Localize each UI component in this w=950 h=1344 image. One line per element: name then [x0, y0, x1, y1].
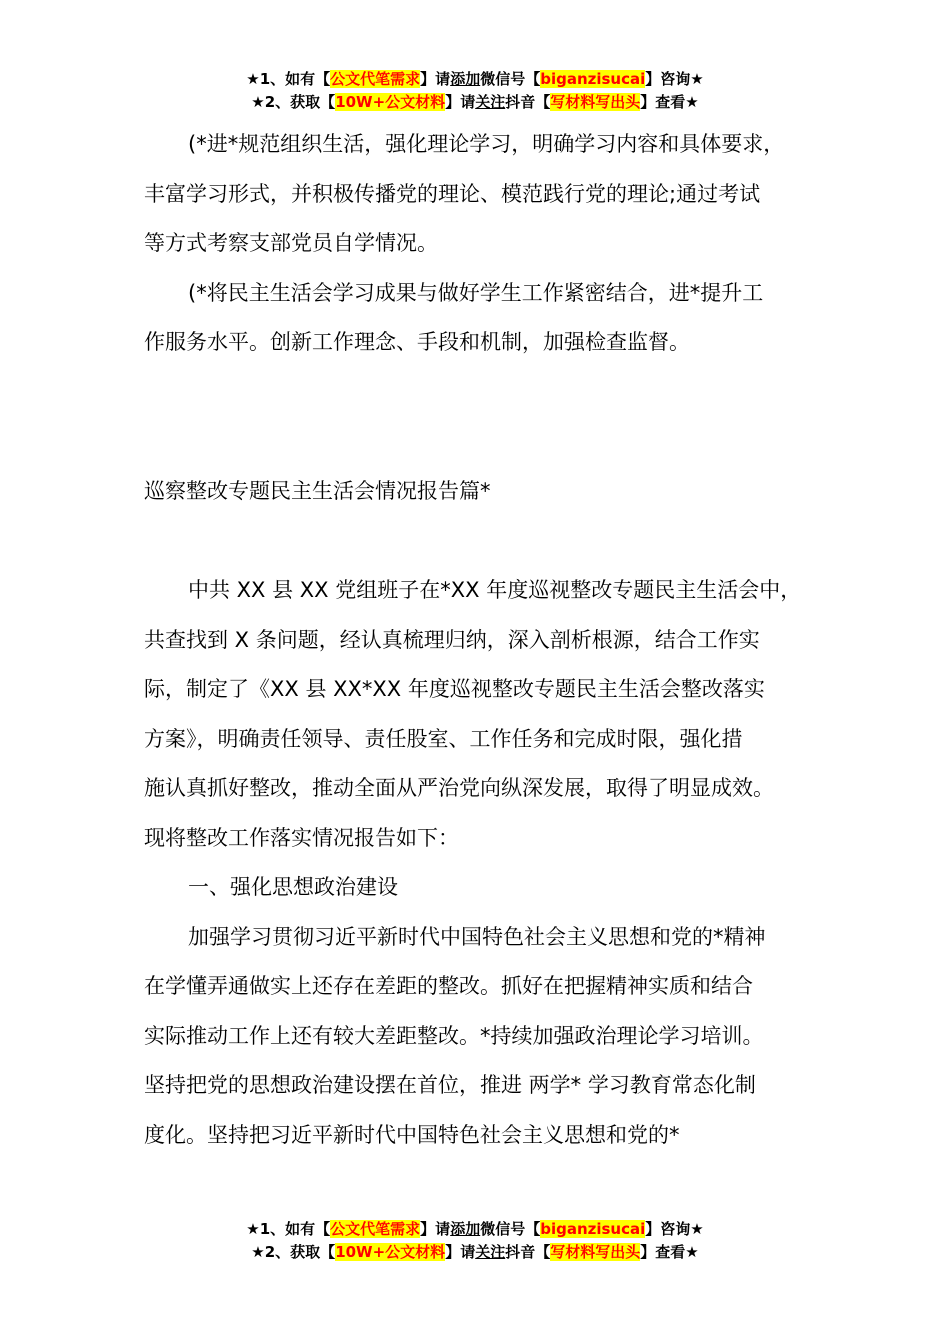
text-line: 作服务水平。创新工作理念、手段和机制，加强检查监督。: [144, 330, 690, 354]
banner-text: 抖音【: [505, 93, 551, 111]
banner-highlight: 写材料写出头: [550, 93, 641, 111]
banner-text: 】查看★: [640, 1243, 699, 1261]
banner-text: ★2、获取【: [251, 93, 336, 111]
header-banner: [0, 68, 950, 114]
text-line: 实际推动工作上还有较大差距整改。*持续加强政治理论学习培训。: [144, 1023, 764, 1048]
text-line: 中共 XX 县 XX 党组班子在*XX 年度巡视整改专题民主生活会中，: [188, 578, 802, 602]
content-block-2: [144, 566, 834, 1160]
text-line: 现将整改工作落实情况报告如下：: [144, 825, 459, 850]
banner-highlight: 公文代笔需求: [330, 70, 421, 88]
banner-text: 】请: [420, 1220, 451, 1238]
banner-text: 微信号【: [480, 1220, 541, 1238]
banner-text: 】咨询★: [645, 70, 704, 88]
text-line: 方案》，明确责任领导、责任股室、工作任务和完成时限，强化措: [144, 726, 743, 751]
text-line: 丰富学习形式，并积极传播党的理论、模范践行党的理论;通过考试: [144, 181, 761, 206]
banner-text: ★1、如有【: [246, 1220, 331, 1238]
banner-line-1: [0, 1218, 950, 1241]
text-line: (*进*规范组织生活，强化理论学习，明确学习内容和具体要求，: [188, 132, 785, 156]
text-line: 共查找到 X 条问题，经认真梳理归纳，深入剖析根源，结合工作实: [144, 627, 760, 652]
banner-line-1: [0, 68, 950, 91]
banner-highlight: biganzisucai: [540, 70, 646, 88]
footer-banner: [0, 1218, 950, 1264]
banner-text: ★2、获取【: [251, 1243, 336, 1261]
banner-highlight: 写材料写出头: [550, 1243, 641, 1261]
subheading: 一、强化思想政治建设: [188, 875, 398, 899]
banner-text: 微信号【: [480, 70, 541, 88]
banner-highlight: 公文代笔需求: [330, 1220, 421, 1238]
banner-underline: 关注: [475, 93, 506, 111]
content-block-1: [144, 120, 834, 368]
banner-line-2: [0, 1241, 950, 1264]
text-line: 坚持把党的思想政治建设摆在首位，推进 两学* 学习教育常态化制: [144, 1073, 756, 1097]
text-line: 加强学习贯彻习近平新时代中国特色社会主义思想和党的*精神: [188, 924, 766, 949]
banner-text: 】请: [420, 70, 451, 88]
banner-text: 】查看★: [640, 93, 699, 111]
text-line: 度化。坚持把习近平新时代中国特色社会主义思想和党的*: [144, 1122, 680, 1147]
text-line: (*将民主生活会学习成果与做好学生工作紧密结合，进*提升工: [188, 280, 764, 305]
banner-text: 】咨询★: [645, 1220, 704, 1238]
banner-underline: 添加: [450, 70, 481, 88]
banner-text: 】请: [445, 93, 476, 111]
text-line: 等方式考察支部党员自学情况。: [144, 231, 438, 255]
banner-underline: 关注: [475, 1243, 506, 1261]
banner-highlight: 10W+公文材料: [335, 1243, 446, 1261]
banner-highlight: biganzisucai: [540, 1220, 646, 1238]
banner-text: ★1、如有【: [246, 70, 331, 88]
banner-text: 】请: [445, 1243, 476, 1261]
banner-highlight: 10W+公文材料: [335, 93, 446, 111]
text-line: 际，制定了《XX 县 XX*XX 年度巡视整改专题民主生活会整改落实: [144, 677, 765, 701]
text-line: 施认真抓好整改，推动全面从严治党向纵深发展，取得了明显成效。: [144, 776, 774, 800]
banner-text: 抖音【: [505, 1243, 551, 1261]
section-title: 巡察整改专题民主生活会情况报告篇*: [144, 479, 491, 503]
banner-underline: 添加: [450, 1220, 481, 1238]
banner-line-2: [0, 91, 950, 114]
text-line: 在学懂弄通做实上还存在差距的整改。抓好在把握精神实质和结合: [144, 974, 753, 998]
section-title-wrap: [144, 467, 834, 517]
